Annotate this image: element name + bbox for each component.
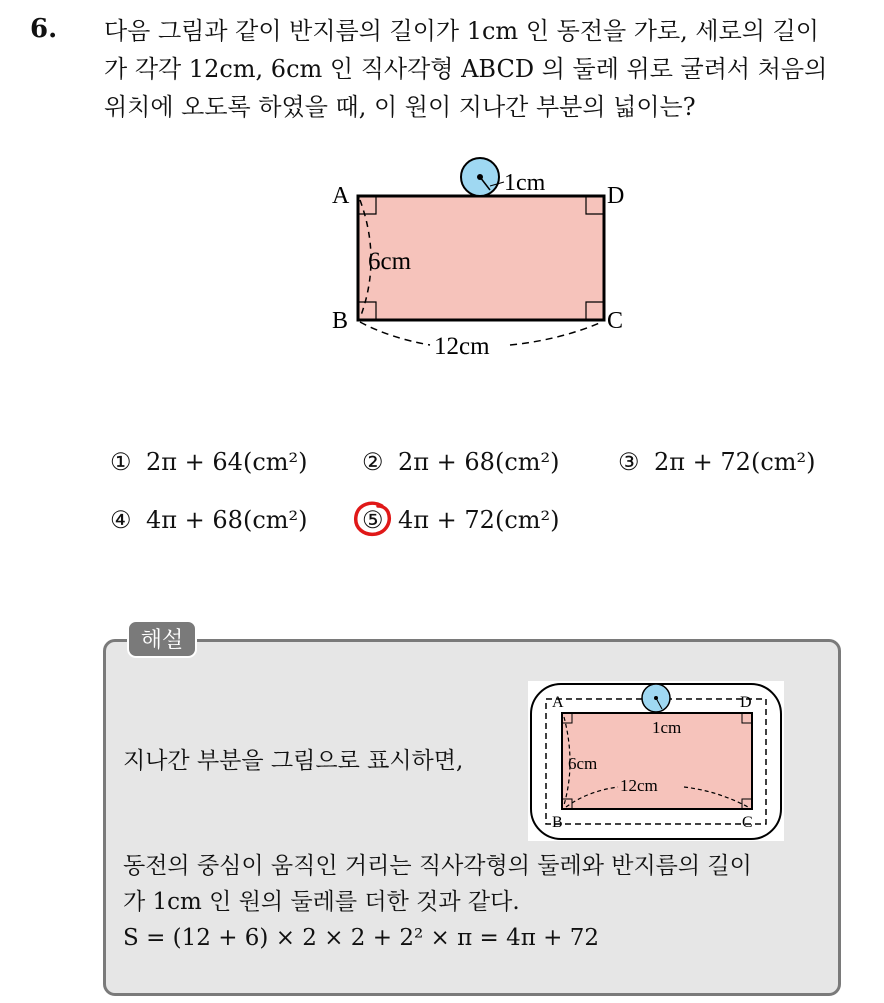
- choice-1[interactable]: [110, 448, 308, 476]
- vertex-b: B: [552, 814, 563, 831]
- choice-mark: ④: [110, 506, 132, 534]
- question-line: 가 각각 12cm, 6cm 인 직사각형 ABCD 의 둘레 위로 굴려서 처음의: [104, 55, 828, 83]
- selected-answer-mark: [352, 500, 394, 540]
- vertex-d: D: [740, 694, 752, 711]
- vertex-b: B: [332, 308, 349, 334]
- width-label: 12cm: [434, 333, 490, 360]
- solution-text: [123, 848, 833, 956]
- choice-text: 2π + 72(cm²): [654, 448, 816, 476]
- choice-3[interactable]: [618, 448, 816, 476]
- choice-mark: ③: [618, 448, 640, 476]
- choice-mark: ②: [362, 448, 384, 476]
- vertex-c: C: [607, 308, 624, 334]
- vertex-c: C: [742, 814, 753, 831]
- choice-mark: ①: [110, 448, 132, 476]
- solution-tag: 해설: [127, 620, 197, 658]
- radius-label: 1cm: [504, 170, 546, 196]
- solution-line: 동전의 중심이 움직인 거리는 직사각형의 둘레와 반지름의 길이: [123, 853, 752, 879]
- vertex-a: A: [552, 694, 564, 711]
- height-label: 6cm: [568, 754, 598, 773]
- choice-mark: ⑤: [362, 506, 384, 534]
- width-label: 12cm: [620, 776, 658, 795]
- height-label: 6cm: [368, 248, 412, 275]
- solution-figure: [528, 681, 784, 841]
- choice-text: 4π + 72(cm²): [398, 506, 560, 534]
- solution-intro: 지나간 부분을 그림으로 표시하면,: [123, 748, 464, 774]
- rectangle-figure: [320, 150, 640, 370]
- choice-4[interactable]: [110, 506, 308, 534]
- vertex-a: A: [332, 183, 350, 209]
- question-text: [104, 12, 874, 126]
- choice-text: 2π + 68(cm²): [398, 448, 560, 476]
- question-line: 위치에 오도록 하였을 때, 이 원이 지나간 부분의 넓이는?: [104, 93, 696, 121]
- vertex-d: D: [607, 183, 625, 209]
- width-dimension-arc-right: [510, 322, 602, 345]
- question-number: 6.: [30, 14, 58, 44]
- solution-formula: S = (12 + 6) × 2 × 2 + 2² × π = 4π + 72: [123, 925, 600, 951]
- solution-line: 가 1cm 인 원의 둘레를 더한 것과 같다.: [123, 889, 520, 915]
- choice-text: 4π + 68(cm²): [146, 506, 308, 534]
- choice-2[interactable]: [362, 448, 560, 476]
- question-line: 다음 그림과 같이 반지름의 길이가 1cm 인 동전을 가로, 세로의 길이: [104, 17, 819, 45]
- radius-label: 1cm: [652, 718, 682, 737]
- width-dimension-arc-left: [360, 322, 430, 345]
- choice-text: 2π + 64(cm²): [146, 448, 308, 476]
